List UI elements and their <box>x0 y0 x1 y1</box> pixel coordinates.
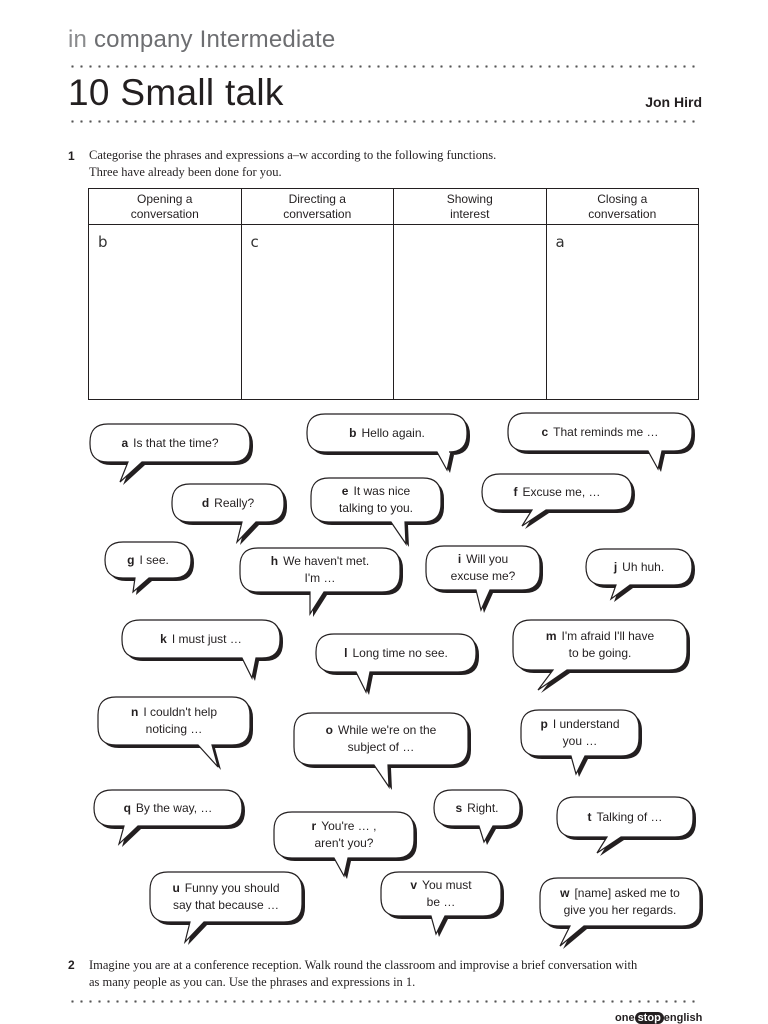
bubble-phrase: Uh huh. <box>622 559 665 574</box>
unit-number: 10 <box>68 72 110 113</box>
column-header: Opening a conversation <box>89 189 242 225</box>
speech-bubble-c <box>508 413 692 451</box>
bubble-phrase: Excuse me, … <box>522 484 601 499</box>
bubble-letter: j <box>613 559 618 574</box>
speech-bubble-d <box>172 484 284 522</box>
instruction-line: Imagine you are at a conference reception. Walk round the classroom and improvise a brief conversation with <box>89 958 638 972</box>
speech-bubble-a <box>90 424 250 462</box>
unit-title <box>68 72 284 114</box>
speech-bubble-s <box>434 790 520 826</box>
table-answer-row <box>89 225 699 400</box>
bubble-letter: d <box>201 495 210 510</box>
instruction-line: as many people as you can. Use the phrases and expressions in 1. <box>89 974 416 989</box>
bubble-phrase-line2: be … <box>426 895 456 909</box>
bubble-text <box>94 790 242 826</box>
speech-bubble-b <box>307 414 467 452</box>
speech-bubble-q <box>94 790 242 826</box>
bubble-text <box>426 546 540 590</box>
author: Jon Hird <box>645 94 702 110</box>
speech-bubble-w <box>540 878 700 926</box>
bubble-phrase-line2: give you her regards. <box>563 903 677 917</box>
exercise-number: 1 <box>68 149 75 163</box>
bubble-text <box>105 542 191 578</box>
speech-bubble-j <box>586 549 692 585</box>
speech-bubble-l <box>316 634 476 672</box>
bubble-text <box>316 634 476 672</box>
bubble-letter: a <box>121 435 129 450</box>
column-header: Closing a conversation <box>546 189 699 225</box>
bubble-text <box>557 797 693 837</box>
column-header: Directing a conversation <box>241 189 394 225</box>
exercise-instruction <box>89 957 704 990</box>
bubble-letter: t <box>587 809 592 824</box>
bubble-phrase: I understand <box>552 717 620 731</box>
bubble-letter: e <box>341 484 349 498</box>
speech-bubble-h <box>240 548 400 592</box>
bubble-letter: i <box>457 552 462 566</box>
speech-bubble-f <box>482 474 632 510</box>
bubble-letter: s <box>455 800 463 815</box>
bubble-letter: h <box>270 554 279 568</box>
bubble-letter: r <box>311 819 317 833</box>
bubble-phrase: Hello again. <box>361 425 425 440</box>
bubble-text <box>482 474 632 510</box>
bubble-text <box>586 549 692 585</box>
speech-bubble-g <box>105 542 191 578</box>
dotted-divider <box>68 1000 700 1003</box>
bubble-text <box>307 414 467 452</box>
bubble-phrase: While we're on the <box>338 723 437 737</box>
categories-table <box>88 188 699 400</box>
answer-cell[interactable] <box>394 225 547 400</box>
bubble-phrase: Will you <box>466 552 509 566</box>
speech-bubble-i <box>426 546 540 590</box>
bubble-text <box>274 812 414 858</box>
bubble-phrase-line2: aren't you? <box>314 836 374 850</box>
bubble-letter: p <box>540 717 548 731</box>
bubble-text <box>434 790 520 826</box>
bubble-text <box>294 713 468 765</box>
bubble-phrase: [name] asked me to <box>574 886 680 900</box>
bubble-letter: o <box>325 723 333 737</box>
bubble-phrase: I'm afraid I'll have <box>561 629 655 643</box>
bubble-phrase: Funny you should <box>184 881 280 895</box>
speech-bubble-t <box>557 797 693 837</box>
bubble-phrase-line2: excuse me? <box>450 569 516 583</box>
bubble-phrase: You're … , <box>321 819 377 833</box>
bubble-letter: g <box>127 552 135 567</box>
unit-title-text: Small talk <box>120 72 284 113</box>
bubble-text <box>508 413 692 451</box>
speech-bubble-m <box>513 620 687 670</box>
bubble-letter: b <box>349 425 357 440</box>
series-name: company Intermediate <box>93 26 336 53</box>
bubble-phrase: That reminds me … <box>553 424 659 439</box>
bubble-text <box>311 478 441 522</box>
bubble-phrase-line2: subject of … <box>347 740 415 754</box>
bubble-letter: c <box>541 424 549 439</box>
bubble-phrase-line2: to be going. <box>568 646 632 660</box>
bubble-phrase: You must <box>422 878 472 892</box>
bubble-text <box>240 548 400 592</box>
exercise-instruction <box>89 147 704 180</box>
bubble-letter: q <box>123 800 131 815</box>
bubble-phrase-line2: I'm … <box>304 571 336 585</box>
instruction-line: Categorise the phrases and expressions a–w according to the following functions. <box>89 148 497 162</box>
bubble-phrase: Talking of … <box>596 809 663 824</box>
series-prefix: in <box>68 26 88 53</box>
exercise-number: 2 <box>68 958 75 972</box>
dotted-divider <box>68 120 700 123</box>
bubble-letter: f <box>513 484 518 499</box>
answer-cell[interactable]: a <box>546 225 699 400</box>
bubble-phrase-line2: talking to you. <box>338 501 414 515</box>
bubble-phrase: I couldn't help <box>143 705 218 719</box>
bubble-phrase: Really? <box>214 495 255 510</box>
bubble-letter: n <box>130 705 139 719</box>
speech-bubble-u <box>150 872 302 922</box>
bubble-phrase: Right. <box>467 800 499 815</box>
bubble-text <box>150 872 302 922</box>
bubble-letter: l <box>344 645 348 660</box>
table-header-row <box>89 189 699 225</box>
speech-bubble-p <box>521 710 639 756</box>
speech-bubble-e <box>311 478 441 522</box>
speech-bubble-r <box>274 812 414 858</box>
bubble-phrase-line2: noticing … <box>145 722 203 736</box>
speech-bubble-n <box>98 697 250 745</box>
bubble-text <box>98 697 250 745</box>
speech-bubble-k <box>122 620 280 658</box>
answer-cell[interactable]: c <box>241 225 394 400</box>
column-header: Showing interest <box>394 189 547 225</box>
bubble-letter: v <box>410 878 418 892</box>
bubble-letter: u <box>172 881 180 895</box>
publisher-logo: one stop english <box>615 1012 703 1024</box>
speech-bubble-o <box>294 713 468 765</box>
speech-bubble-v <box>381 872 501 916</box>
bubble-phrase-line2: you … <box>562 734 598 748</box>
bubble-letter: w <box>560 886 570 900</box>
bubble-text <box>172 484 284 522</box>
bubble-text <box>540 878 700 926</box>
dotted-divider <box>68 65 700 68</box>
bubble-phrase: It was nice <box>353 484 411 498</box>
instruction-line: Three have already been done for you. <box>89 164 282 179</box>
bubble-letter: k <box>160 631 167 646</box>
bubble-text <box>381 872 501 916</box>
bubble-phrase: Long time no see. <box>352 645 448 660</box>
bubble-phrase: I see. <box>139 552 169 567</box>
bubble-phrase: We haven't met. <box>283 554 370 568</box>
bubble-text <box>513 620 687 670</box>
bubble-phrase: Is that the time? <box>133 435 219 450</box>
bubble-text <box>521 710 639 756</box>
bubble-text <box>90 424 250 462</box>
bubble-phrase: I must just … <box>171 631 242 646</box>
bubble-text <box>122 620 280 658</box>
bubble-letter: m <box>545 629 557 643</box>
series-title <box>68 26 335 54</box>
bubble-phrase-line2: say that because … <box>172 898 280 912</box>
answer-cell[interactable]: b <box>89 225 242 400</box>
bubble-phrase: By the way, … <box>135 800 213 815</box>
